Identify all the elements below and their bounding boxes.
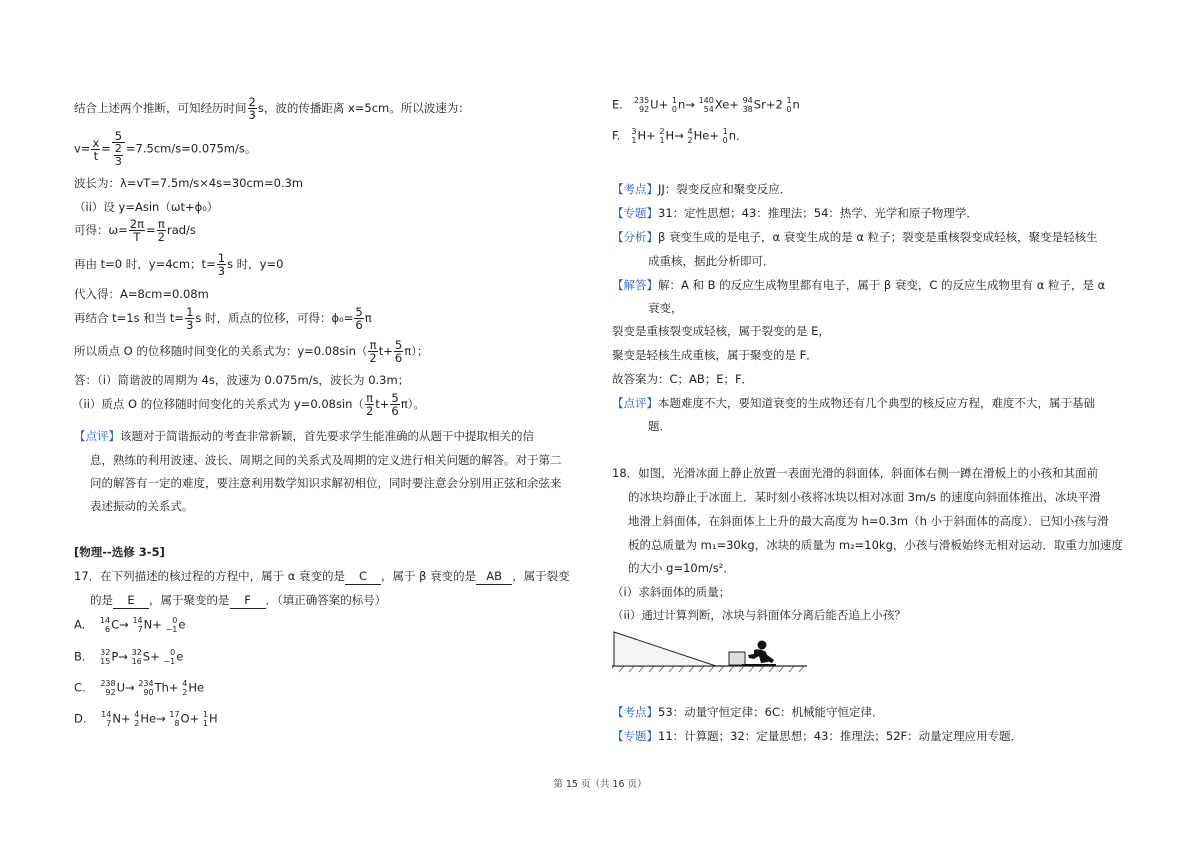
line-relation: 所以质点 O 的位移随时间变化的关系式为：y=0.08sin（ $\frac{\pi}{2}$ t+ $\frac{5}{6}$ π）； xyxy=(74,338,429,365)
fenxi-line-2: 成重核，据此分析即可． xyxy=(648,254,775,268)
page-footer: 第 15 页（共 16 页） xyxy=(553,779,647,790)
review-paragraph-1: 【点评】该题对于简谐振动的考查非常新颖，首先要求学生能准确的从题干中提取相关的信 xyxy=(74,429,534,443)
jieda-line-5: 故答案为：C；AB；E；F． xyxy=(612,372,754,386)
kaodian-line-2: 【考点】53：动量守恒定律；6C：机械能守恒定律． xyxy=(612,705,884,719)
dianping-line-2: 题． xyxy=(648,419,671,433)
question-18-line-1: 18．如图，光滑冰面上静止放置一表面光滑的斜面体，斜面体右侧一蹲在滑板上的小孩和其面前 xyxy=(612,466,1099,480)
option-a: A. 14 6 C→ 14 7 N+ 0 −1 e xyxy=(74,616,186,634)
question-18-part-i: （i）求斜面体的质量； xyxy=(612,585,731,599)
zhuanti-line-2: 【专题】11：计算题；32：定量思想；43：推理法；52F：动量定理应用专题． xyxy=(612,729,1023,743)
section-heading: [物理--选修 3-5] xyxy=(74,545,165,559)
fraction-x-t: $\frac{x}{t}$ xyxy=(92,135,100,163)
jieda-line-3: 裂变是重核裂变成轻核，属于裂变的是 E， xyxy=(612,324,830,338)
question-17-line-1: 17．在下列描述的核过程的方程中，属于 α 衰变的是 C ，属于 β 衰变的是 AB ，属于裂变 xyxy=(74,569,570,583)
question-18-part-ii: （ii）通过计算判断，冰块与斜面体分离后能否追上小孩？ xyxy=(612,608,906,622)
jieda-line-1: 【解答】解：A 和 B 的反应生成物里都有电子，属于 β 衰变，C 的反应生成物里有 α 粒子，是 α xyxy=(612,278,1106,292)
kaodian-line: 【考点】JJ：裂变反应和聚变反应． xyxy=(612,182,792,196)
dianping-line-1: 【点评】本题难度不大，要知道衰变的生成物还有几个典型的核反应方程，难度不大，属于基础 xyxy=(612,396,1095,410)
blank-beta: AB xyxy=(476,568,512,585)
line-duration: 结合上述两个推断，可知经历时间 $\frac{2}{3}$ s，波的传播距离 x=5cm。所以波速为： xyxy=(74,95,470,122)
line-answer-1: 答：（i）简谐波的周期为 4s，波速为 0.075m/s，波长为 0.3m； xyxy=(74,373,410,387)
option-b: B. 32 15 P→ 32 16 S+ 0 −1 e xyxy=(74,648,184,666)
option-c: C. 238 92 U→ 234 90 Th+ 4 2 He xyxy=(74,679,205,697)
question-18-line-2: 的冰块均静止于冰面上．某时刻小孩将冰块以相对冰面 3m/s 的速度向斜面体推出，冰块平滑 xyxy=(628,490,1101,504)
jieda-line-4: 聚变是轻核生成重核，属于聚变的是 F． xyxy=(612,348,818,362)
fraction-2-3: $\frac{2}{3}$ xyxy=(248,95,256,122)
blank-fission: E xyxy=(113,592,149,609)
review-paragraph-3: 问的解答有一定的难度，要注意利用数学知识求解初相位，同时要注意会分别用正弦和余弦来 xyxy=(90,476,562,490)
line-wavelength: 波长为：λ=vT=7.5m/s×4s=30cm=0.3m xyxy=(74,176,304,190)
blank-fusion: F xyxy=(230,592,266,609)
question-18-line-4: 板的总质量为 m₁=30kg，冰块的质量为 m₂=10kg，小孩与滑板始终无相对运动．取重力加速度 xyxy=(628,538,1123,552)
line-velocity: v= $\frac{x}{t}$ = $\frac{5}{\frac{2}{3}}$ =7.5cm/s=0.075m/s。 xyxy=(74,129,257,168)
line-answer-2: （ii）质点 O 的位移随时间变化的关系式为 y=0.08sin（ $\frac{\pi}{2}$ t+ $\frac{5}{6}$ π）。 xyxy=(72,391,425,418)
question-18-line-3: 地滑上斜面体，在斜面体上上升的最大高度为 h=0.3m（h 小于斜面体的高度）．已知小孩与滑 xyxy=(628,514,1109,528)
line-omega: 可得：ω= $\frac{2\pi}{T}$ = $\frac{\pi}{2}$ rad/s xyxy=(74,217,196,244)
fenxi-line-1: 【分析】β 衰变生成的是电子，α 衰变生成的是 α 粒子；裂变是重核裂变成轻核，聚变是轻核生 xyxy=(612,230,1098,244)
fraction-5-over-2-3: $\frac{5}{\frac{2}{3}}$ xyxy=(112,130,125,168)
review-tag: 【点评】 xyxy=(74,429,120,443)
line-substitute: 代入得：A=8cm=0.08m xyxy=(74,287,209,301)
incline-figure xyxy=(612,628,812,677)
incline-diagram xyxy=(612,628,812,674)
question-17-line-2: 的是 E ，属于聚变的是 F ．（填正确答案的标号） xyxy=(90,593,387,607)
review-paragraph-2: 息，熟练的利用波速、波长、周期之间的关系式及周期的定义进行相关问题的解答。对于第二 xyxy=(90,453,562,467)
zhuanti-line: 【专题】31：定性思想；43：推理法；54：热学、光学和原子物理学． xyxy=(612,206,978,220)
option-e: E. 235 92 U+ 1 0 n→ 140 54 Xe+ 94 38 Sr+2 1 0 n xyxy=(612,96,800,114)
jieda-line-2: 衰变， xyxy=(648,301,683,315)
child-on-board xyxy=(742,641,776,667)
option-f: F. 3 1 H+ 2 1 H→ 4 2 He+ 1 0 n． xyxy=(612,127,748,145)
line-combine: 再结合 t=1s 和当 t= $\frac{1}{3}$ s 时，质点的位移，可得：ϕ₀= $\frac{5}{6}$ π xyxy=(74,305,372,332)
ice-block xyxy=(729,652,745,665)
review-paragraph-4: 表述振动的关系式。 xyxy=(90,499,194,513)
question-18-line-5: 的大小 g=10m/s²． xyxy=(628,561,735,575)
incline-block xyxy=(614,632,716,666)
blank-alpha: C xyxy=(345,568,381,585)
line-again: 再由 t=0 时，y=4cm；t= $\frac{1}{3}$ s 时，y=0 xyxy=(74,251,284,278)
line-set-equation: （ii）设 y=Asin（ωt+ϕ₀） xyxy=(74,200,219,214)
option-d: D. 14 7 N+ 4 2 He→ 17 8 O+ 1 1 H xyxy=(74,710,218,728)
